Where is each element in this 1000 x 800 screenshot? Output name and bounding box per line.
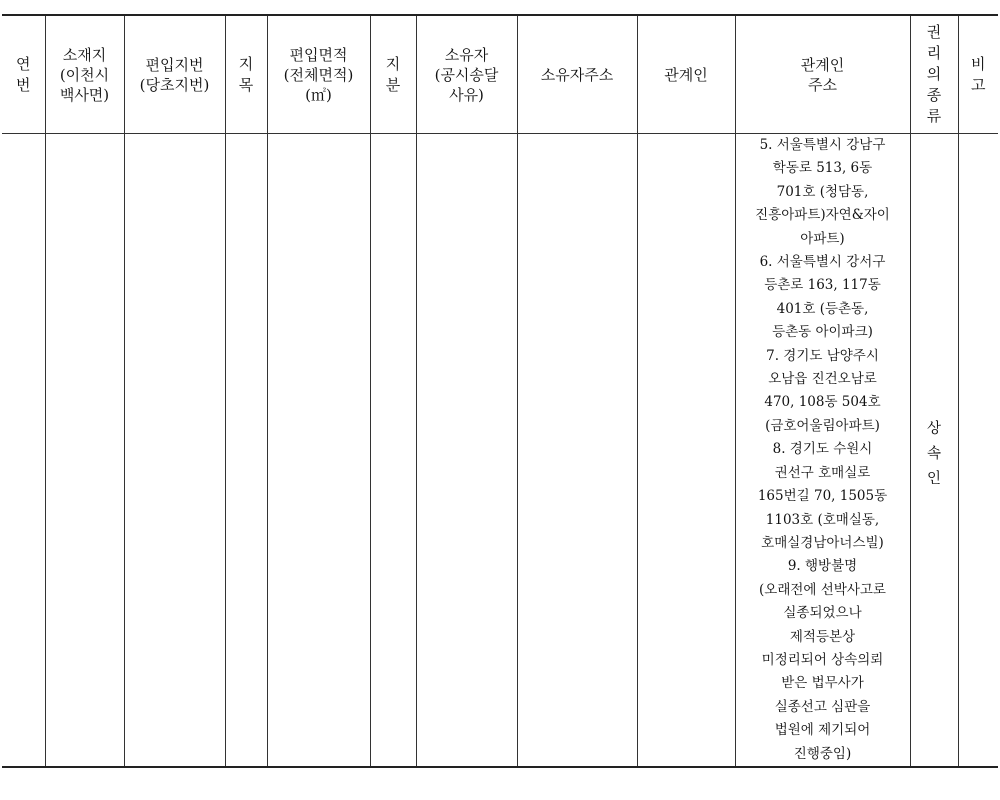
header-share: 지 분	[370, 15, 416, 134]
header-seq: 연 번	[2, 15, 45, 134]
header-area: 편입면적 (전체면적) (㎡)	[267, 15, 370, 134]
land-compensation-table	[2, 14, 998, 768]
cell-share	[370, 134, 416, 767]
party-address-item: 5. 서울특별시 강남구 학동로 513, 6동 701호 (청담동, 진흥아파트)자연&자이 아파트)	[755, 137, 890, 247]
party-address-item: 8. 경기도 수원시 권선구 호매실로 165번길 70, 1505동 1103호 (호매실동, 호매실경남아너스빌)	[757, 441, 888, 551]
cell-owner-address	[517, 134, 637, 767]
header-owner-address: 소유자주소	[517, 15, 637, 134]
header-row	[2, 15, 998, 134]
party-address-item: 6. 서울특별시 강서구 등촌로 163, 117동 401호 (등촌동, 등촌동 아이파크)	[759, 254, 886, 341]
party-address-item: 7. 경기도 남양주시 오남읍 진건오남로 470, 108동 504호 (금호어울림아파트)	[764, 347, 881, 434]
header-right-type: 권 리 의 종 류	[910, 15, 958, 134]
table-row	[2, 134, 998, 767]
header-land-type: 지 목	[225, 15, 267, 134]
cell-area	[267, 134, 370, 767]
cell-owner	[416, 134, 517, 767]
header-owner: 소유자 (공시송달 사유)	[416, 15, 517, 134]
cell-lot	[124, 134, 225, 767]
header-party: 관계인	[637, 15, 735, 134]
cell-land-type	[225, 134, 267, 767]
cell-remarks	[958, 134, 998, 767]
cell-right-type: 상 속 인	[910, 134, 958, 767]
cell-location	[45, 134, 124, 767]
party-address-item: 9. 행방불명 (오래전에 선박사고로 실종되었으나 제적등본상 미정리되어 상속의뢰 받은 법무사가 실종선고 심판을 법원에 제기되어 진행중임)	[759, 558, 886, 762]
header-location: 소재지 (이천시 백사면)	[45, 15, 124, 134]
header-party-address: 관계인 주소	[735, 15, 910, 134]
cell-party	[637, 134, 735, 767]
header-remarks: 비 고	[958, 15, 998, 134]
header-lot: 편입지번 (당초지번)	[124, 15, 225, 134]
cell-party-address	[735, 134, 910, 767]
cell-seq	[2, 134, 45, 767]
